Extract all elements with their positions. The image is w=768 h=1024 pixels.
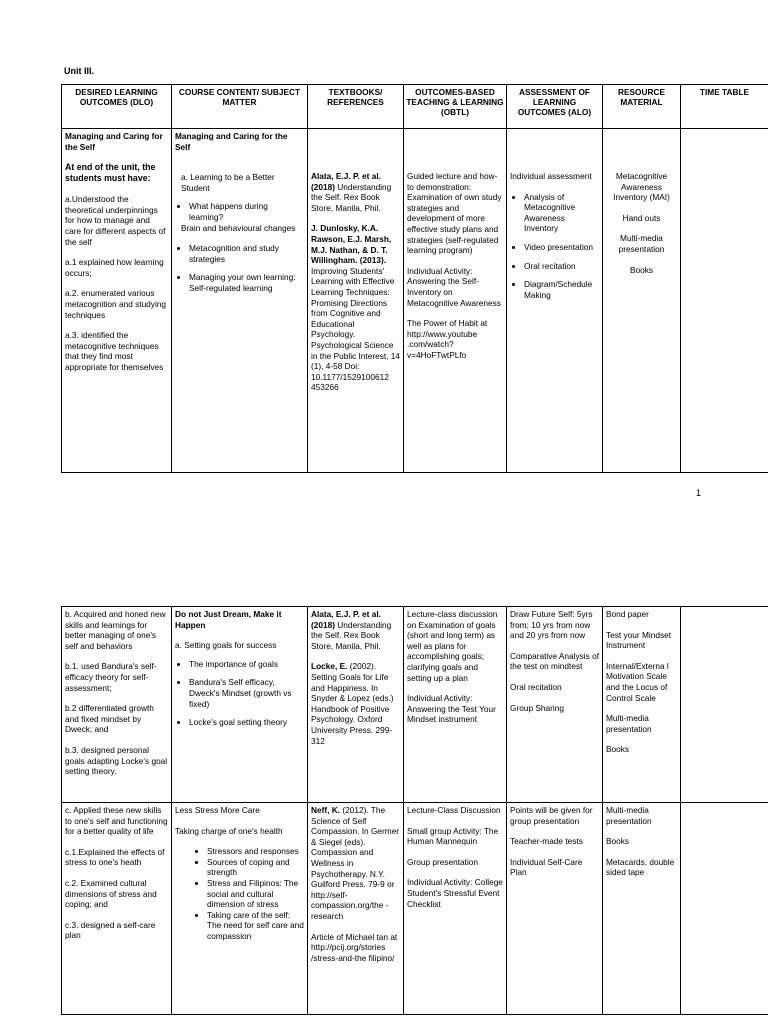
references-cell: [308, 803, 404, 1015]
reference-entry: Article of Michael tan at http://pcij.org/stories /stress-and-the filipino/: [311, 931, 398, 963]
alo-cell: [507, 129, 603, 473]
dlo-lead: At end of the unit, the students must have:: [65, 162, 156, 184]
alo-item: Points will be given for group presentation: [510, 805, 593, 826]
dlo-item: c. Applied these new skills to one's self and functioning for a better quality of life: [65, 805, 168, 837]
reference-entry: [311, 661, 400, 746]
content-bullet: • What happens during learning?: [189, 201, 304, 222]
resource-item: Metacognitive Awareness Inventory (MAI): [613, 171, 670, 203]
resource-item: Multi-media presentation: [618, 233, 665, 254]
references-cell: [308, 607, 404, 803]
reference-entry: [311, 609, 400, 651]
course-content-cell: [172, 803, 308, 1015]
alo-item: Group Sharing: [510, 702, 564, 713]
content-subtopic: a. Learning to be a Better Student: [181, 172, 275, 193]
page-number: 1: [696, 488, 702, 498]
content-bullet: • Stress and Filipinos: The social and cultural dimension of stress: [207, 878, 304, 910]
obtl-cell: [404, 803, 507, 1015]
dlo-item: c.2. Examined cultural dimensions of stress and coping; and: [65, 877, 157, 910]
table-row: [62, 803, 768, 1015]
reference-authors: Alata, E.J. P. et al. (2018): [311, 171, 381, 192]
dlo-item: a.2. enumerated various metacognition and studying techniques: [65, 288, 167, 320]
course-content-cell: [172, 129, 308, 473]
reference-authors: Neff, K.: [311, 805, 341, 815]
content-subtopic: a. Setting goals for success: [175, 640, 277, 651]
dlo-item: b.3. designed personal goals adapting Locke's goal setting theory.: [65, 744, 168, 777]
references-cell: [308, 129, 404, 473]
content-title: Do not Just Dream, Make it Happen: [175, 609, 282, 630]
header-textbooks: TEXTBOOKS/ REFERENCES: [308, 85, 404, 129]
reference-entry: [311, 805, 400, 922]
reference-text: Understanding the Self. Rex Book Store, Manila, Phil.: [311, 619, 392, 651]
content-bullet: • The importance of goals: [189, 659, 304, 670]
obtl-item: Lecture-class discussion on Examination of goals (short and long term) as well as plans for accomplishing goals; clarifying goals and setting up a plan: [407, 609, 498, 683]
resource-item: Bond paper: [606, 609, 649, 619]
dlo-item: b. Acquired and honed new skills and learnings for better managing of one's self and behaviors: [65, 609, 166, 651]
content-title: Managing and Caring for the Self: [175, 131, 288, 152]
dlo-item: c.1.Explained the effects of stress to one's heath: [65, 846, 165, 868]
time-table-cell: [681, 607, 768, 803]
resource-cell: [603, 803, 681, 1015]
dlo-item: a.3. identified the metacognitive techniques that they find most appropriate for themselves: [65, 330, 164, 372]
resource-item: Books: [606, 744, 630, 755]
alo-item: • Video presentation: [524, 242, 599, 253]
obtl-item: Small group Activity: The Human Mannequin: [407, 825, 499, 847]
dlo-cell: [62, 607, 172, 803]
content-bullet: • Metacognition and study strategies: [189, 243, 304, 264]
time-table-cell: [681, 803, 768, 1015]
obtl-item: Group presentation: [407, 856, 479, 867]
page-gap: [0, 520, 768, 560]
alo-lead: Individual assessment: [510, 171, 592, 181]
dlo-item: b.2 differentiated growth and fixed mindset by Dweck; and: [65, 703, 154, 735]
content-subtopic: Taking charge of one's health: [175, 825, 283, 836]
obtl-item: Guided lecture and how-to demonstration: Examination of own study strategies and development of more effective study plans and strategies (self-regulated learning program): [407, 171, 502, 256]
reference-authors: Alata, E.J. P. et al. (2018): [311, 609, 381, 630]
alo-item: • Diagram/Schedule Making: [524, 279, 599, 300]
content-bullet: • Sources of coping and strength: [207, 857, 304, 878]
dlo-cell: [62, 803, 172, 1015]
page-2: [0, 560, 768, 1024]
header-alo: ASSESSMENT OF LEARNING OUTCOMES (ALO): [507, 85, 603, 129]
reference-entry: [311, 171, 400, 213]
obtl-item: Individual Activity: Answering the Self-Inventory on Metacognitive Awareness: [407, 265, 501, 308]
alo-cell: [507, 803, 603, 1015]
syllabus-table-unit-3-continued: [61, 606, 768, 1015]
time-table-cell: [681, 129, 768, 473]
resource-item: Multi-media presentation: [606, 713, 652, 734]
reference-authors: Locke, E.: [311, 661, 348, 672]
unit-title: Unit III.: [64, 66, 94, 76]
resource-item: Books: [606, 836, 630, 847]
content-bullet: • Stressors and responses: [207, 846, 304, 857]
dlo-title: Managing and Caring for the Self: [65, 131, 163, 152]
resource-item: Internal/Externa l Motivation Scale and the Locus of Control Scale: [606, 660, 669, 703]
alo-item: Oral recitation: [510, 681, 562, 692]
reference-text: Understanding the Self. Rex Book Store, Manila, Phil.: [311, 181, 392, 213]
obtl-item: Individual Activity: College Student's Stressful Event Checklist: [407, 877, 503, 909]
alo-item: Teacher-made tests: [510, 836, 583, 847]
reference-text: (2002). Setting Goals for Life and Happiness. In Snyder & Lopez (eds.) Handbook of Positive Psychology. Oxford University Press. 299-312: [311, 661, 394, 746]
reference-entry: [311, 223, 400, 393]
reference-text: Improving Students' Learning with Effective Learning Techniques: Promising Directions from Cognitive and Educational Psychology. Psychological Science in the Public Interest, 14 (1), 4-58 Doi: 10.1177/1529100612 453266: [311, 265, 401, 393]
obtl-cell: [404, 129, 507, 473]
header-obtl: OUTCOMES-BASED TEACHING & LEARNING (OBTL): [404, 85, 507, 129]
content-bullet: • Bandura's Self efficacy, Dweck's Mindset (growth vs fixed): [189, 677, 304, 709]
obtl-item: Individual Activity: Answering the Test Your Mindset instrument: [407, 693, 496, 725]
alo-item: • Analysis of Metacognitive Awareness Inventory: [524, 192, 599, 234]
dlo-item: a.1 explained how learning occurs;: [65, 257, 164, 278]
header-resource-material: RESOURCE MATERIAL: [603, 85, 681, 129]
dlo-item: a.Understood the theoretical underpinnings for how to manage and care for different aspects of the self: [65, 194, 166, 247]
header-course-content: COURSE CONTENT/ SUBJECT MATTER: [172, 85, 308, 129]
header-time-table: TIME TABLE: [681, 85, 768, 129]
obtl-item: Lecture-Class Discussion: [407, 805, 501, 815]
header-dlo: DESIRED LEARNING OUTCOMES (DLO): [62, 85, 172, 129]
resource-item: Metacards, double sided tape: [606, 856, 675, 878]
table-header-row: [62, 85, 768, 129]
reference-authors: J. Dunlosky, K.A. Rawson, E.J. Marsh, M.J. Nathan, & D. T. Willingham. (2013).: [311, 223, 392, 266]
resource-item: Hand outs: [622, 212, 661, 223]
alo-cell: [507, 607, 603, 803]
content-title: Less Stress More Care: [175, 805, 260, 815]
course-content-cell: [172, 607, 308, 803]
resource-item: Books: [629, 264, 654, 275]
content-subline: Brain and behavioural changes: [181, 222, 296, 233]
dlo-cell: [62, 129, 172, 473]
content-bullet: • Managing your own learning: Self-regulated learning: [189, 272, 304, 293]
resource-cell: [603, 607, 681, 803]
alo-item: • Oral recitation: [524, 261, 599, 272]
alo-item: Individual Self-Care Plan: [510, 856, 583, 878]
obtl-item: The Power of Habit at http://www.youtube .com/watch?v=4HoFTwtPLfo: [407, 318, 488, 360]
alo-item: Draw Future Self: 5yrs from; 10 yrs from now and 20 yrs from now: [510, 609, 593, 641]
dlo-item: c.3. designed a self-care plan: [65, 919, 156, 941]
table-row: [62, 607, 768, 803]
resource-item: Multi-media presentation: [606, 805, 652, 826]
alo-item: Comparative Analysis of the test on mindtest: [510, 650, 600, 672]
syllabus-table-unit-3: [61, 84, 768, 473]
dlo-item: b.1. used Bandura's self-efficacy theory for self-assessment;: [65, 661, 157, 693]
content-bullet: • Taking care of the self: The need for self care and compassion: [207, 910, 304, 942]
obtl-cell: [404, 607, 507, 803]
resource-cell: [603, 129, 681, 473]
reference-text: (2012). The Science of Self Compassion. In Germer & Siegel (eds). Compassion and Wellness in Psychotherapy. N.Y. Guilford Press. 79-9 or http://self-compassion.org/the -research: [311, 805, 400, 921]
resource-item: Test your Mindset Instrument: [606, 629, 672, 651]
content-bullet: • Locke's goal setting theory: [189, 717, 304, 728]
table-row: [62, 129, 768, 473]
